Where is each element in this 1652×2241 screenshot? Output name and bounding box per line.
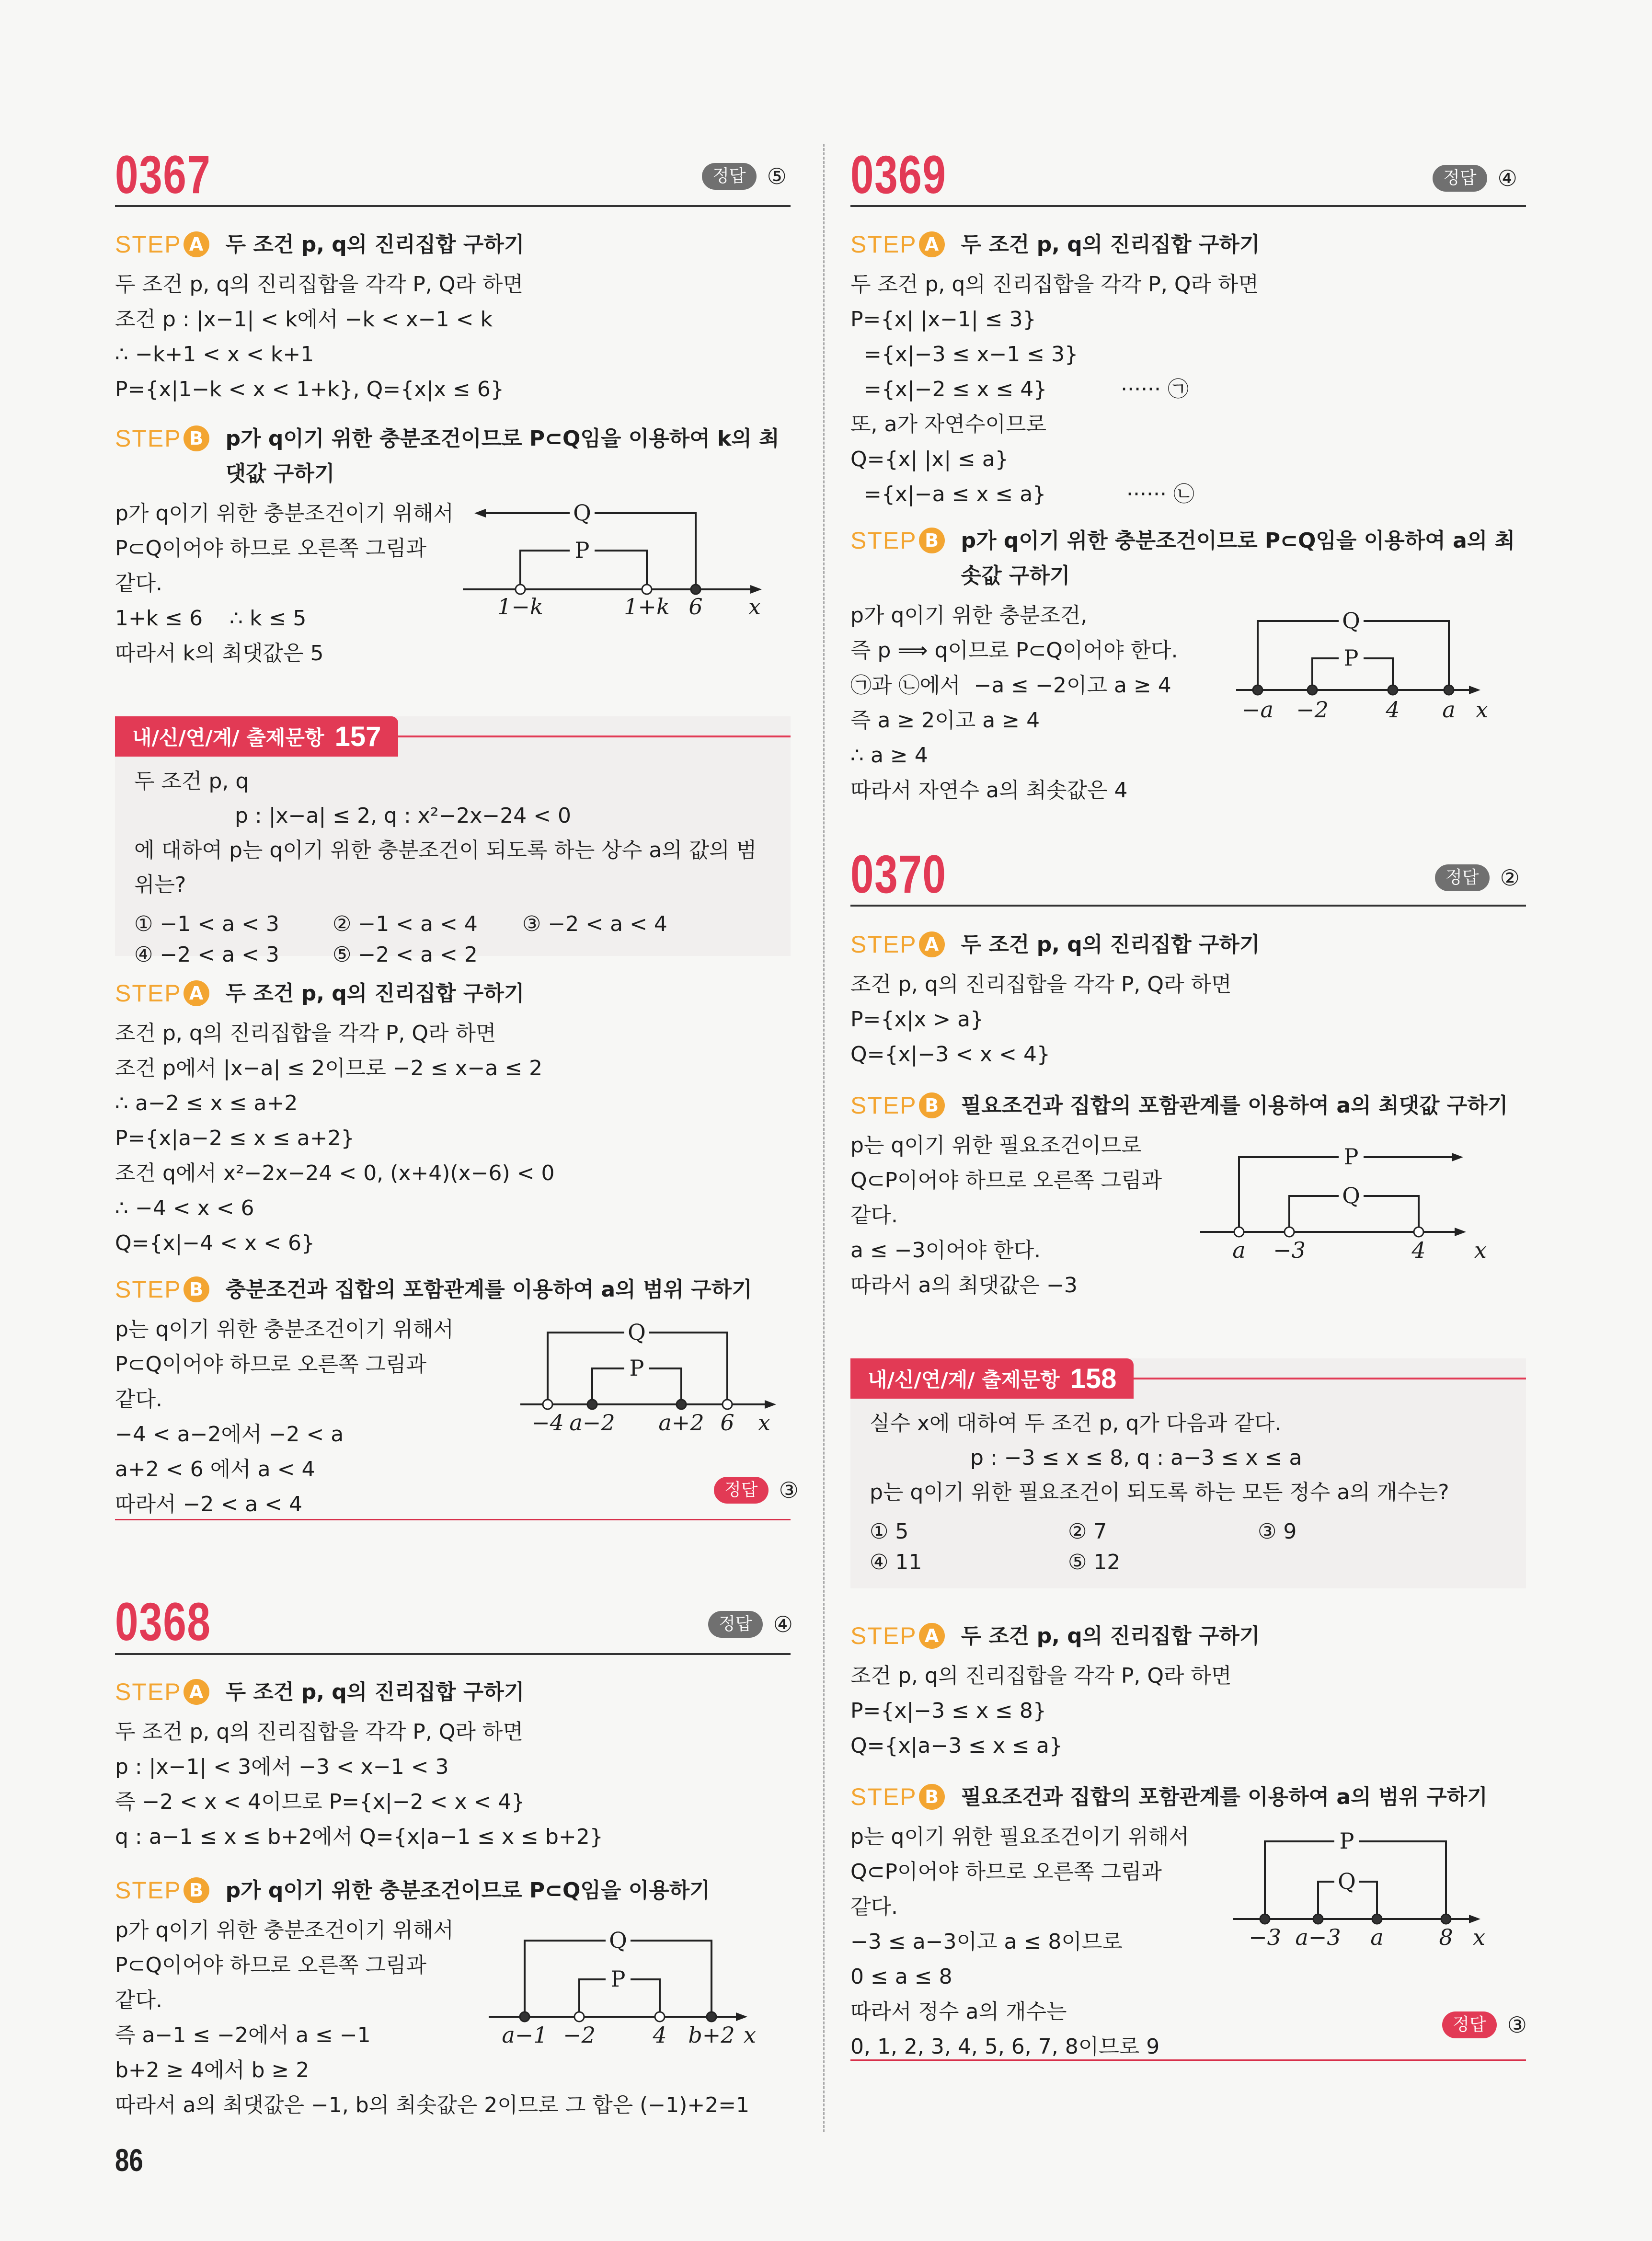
- step-title: 충분조건과 집합의 포함관계를 이용하여 a의 범위 구하기: [225, 1277, 752, 1302]
- tick-label: a: [1370, 1924, 1384, 1950]
- solution-line: p가 q이기 위한 충분조건이기 위해서: [115, 501, 454, 526]
- answer-badge: 정답: [708, 1611, 763, 1638]
- set-bracket-outer: [1364, 621, 1449, 690]
- solution-line: Q⊂P이어야 하므로 오른쪽 그림과: [850, 1860, 1162, 1884]
- closed-point: [1388, 685, 1398, 695]
- axis-label: x: [748, 594, 761, 620]
- solution-line: 1+k ≤ 6 ∴ k ≤ 5: [115, 606, 307, 631]
- solution-line: p는 q이기 위한 필요조건이기 위해서: [850, 1825, 1189, 1849]
- step-badge-icon: A: [919, 931, 945, 957]
- step-b: [115, 421, 791, 671]
- step-body: [115, 1714, 791, 1854]
- solution-line: ∴ a−2 ≤ x ≤ a+2: [115, 1091, 298, 1115]
- closed-point: [677, 1400, 686, 1409]
- open-point: [1234, 1227, 1244, 1237]
- number-line-diagram: [1229, 597, 1497, 731]
- set-bracket-inner: [1364, 658, 1393, 690]
- answer-value: ③: [1507, 2012, 1527, 2038]
- closed-point: [1313, 1914, 1323, 1924]
- header-rule: [850, 205, 1526, 207]
- set-label-outer: Q: [1342, 608, 1360, 633]
- solution-line: Q={x|a−3 ≤ x ≤ a}: [850, 1734, 1063, 1758]
- set-label-inner: P: [610, 1966, 626, 1992]
- closed-point: [1444, 685, 1454, 695]
- answer-value: ②: [1500, 865, 1520, 891]
- step-title: 두 조건 p, q의 진리집합 구하기: [961, 232, 1260, 257]
- set-bracket-outer: [1265, 1841, 1334, 1919]
- answer-badge: 정답: [702, 163, 757, 190]
- solution-line: 즉 a ≥ 2이고 a ≥ 4: [850, 708, 1040, 733]
- step-label: STEP: [115, 231, 182, 258]
- solution-line: 두 조건 p, q의 진리집합을 각각 P, Q라 하면: [850, 272, 1259, 297]
- set-bracket-outer: [1359, 1841, 1446, 1919]
- set-bracket-inner: [592, 1368, 624, 1404]
- step-badge-icon: A: [184, 1679, 209, 1705]
- solution-line: p가 q이기 위한 충분조건,: [850, 603, 1088, 628]
- solution-line: 같다.: [115, 1988, 162, 2012]
- step-heading: [850, 927, 1526, 962]
- set-label-outer: Q: [609, 1927, 627, 1953]
- tick-label: 4: [1386, 697, 1400, 723]
- arrow-head-icon: [1455, 1228, 1466, 1236]
- solution-line: a+2 < 6 에서 a < 4: [115, 1457, 315, 1482]
- closed-point: [1260, 1914, 1270, 1924]
- set-bracket-inner: [1359, 1882, 1377, 1919]
- solution-line: P={x|1−k < x < 1+k}, Q={x|x ≤ 6}: [115, 377, 504, 402]
- set-label-outer: P: [1343, 1144, 1359, 1170]
- tick-label: 8: [1439, 1924, 1453, 1950]
- solution-line: b+2 ≥ 4에서 b ≥ 2: [115, 2058, 310, 2082]
- problem-number: 0368: [115, 1592, 211, 1652]
- set-bracket-inner: [1312, 658, 1339, 690]
- step-b: [115, 1873, 791, 2123]
- step-label: STEP: [115, 1678, 182, 1705]
- problem-intro: 실수 x에 대하여 두 조건 p, q가 다음과 같다.: [870, 1411, 1282, 1436]
- solution-line: P⊂Q이어야 하므로 오른쪽 그림과: [115, 1352, 427, 1377]
- open-point: [574, 2012, 584, 2022]
- step-title: p가 q이기 위한 충분조건이므로 P⊂Q임을 이용하기: [225, 1878, 710, 1903]
- step-title: 두 조건 p, q의 진리집합 구하기: [961, 932, 1260, 957]
- solution-line: 같다.: [115, 571, 162, 596]
- step-b: [850, 1088, 1526, 1303]
- solution-line: Q={x|−4 < x < 6}: [115, 1231, 315, 1255]
- closed-point: [1308, 685, 1317, 695]
- header-rule: [850, 905, 1526, 907]
- solution-line: P={x|a−2 ≤ x ≤ a+2}: [115, 1126, 355, 1150]
- problem-intro: 두 조건 p, q: [134, 769, 249, 793]
- set-label-inner: Q: [1338, 1868, 1356, 1894]
- answer-value: ④: [773, 1611, 793, 1637]
- set-bracket-inner: [1364, 1196, 1419, 1232]
- solution-line: ∴ −4 < x < 6: [115, 1196, 254, 1220]
- solution-line: 따라서 정수 a의 개수는: [850, 2000, 1067, 2024]
- solution-line: 같다.: [850, 1203, 898, 1228]
- answer-choices: [870, 1517, 1512, 1578]
- step-label: STEP: [850, 1092, 917, 1119]
- header-rule: [115, 1653, 791, 1655]
- step-body: [850, 267, 1526, 512]
- step-badge-icon: A: [919, 1623, 945, 1649]
- set-bracket-inner: [579, 1979, 606, 2017]
- tick-label: b+2: [688, 2022, 735, 2048]
- solution-line: 따라서 −2 < a < 4: [115, 1492, 302, 1517]
- closed-point: [1253, 685, 1262, 695]
- number-line-diagram: [460, 489, 776, 628]
- step-heading: [850, 1619, 1526, 1654]
- tick-label: −a: [1242, 697, 1273, 723]
- open-point: [642, 585, 652, 594]
- choice-option: ① 5: [870, 1519, 909, 1544]
- column-divider: [823, 144, 825, 2132]
- solution-line: P={x| |x−1| ≤ 3}: [850, 307, 1036, 332]
- answer-value: ⑤: [767, 163, 787, 189]
- answer-badge: 정답: [714, 1477, 769, 1504]
- set-label-outer: Q: [573, 500, 591, 526]
- problem-condition: p : |x−a| ≤ 2, q : x²−2x−24 < 0: [235, 804, 572, 828]
- step-body: [115, 1016, 791, 1261]
- choice-option: ⑤ −2 < a < 2: [333, 942, 478, 967]
- step-badge-icon: A: [919, 231, 945, 257]
- step-heading: [115, 421, 791, 491]
- set-bracket-inner: [1289, 1196, 1339, 1232]
- solution-line: ={x|−2 ≤ x ≤ 4} ······ ㉠: [850, 377, 1189, 402]
- step-body: [115, 267, 791, 407]
- solution-line: p는 q이기 위한 필요조건이므로: [850, 1133, 1142, 1158]
- answer-choices: [134, 909, 776, 970]
- step-body: [850, 967, 1526, 1072]
- step-label: STEP: [115, 425, 182, 452]
- section-end-rule: [850, 2059, 1526, 2061]
- banner-number: 157: [334, 721, 381, 752]
- set-bracket-inner: [595, 551, 647, 589]
- set-label-inner: Q: [1342, 1183, 1360, 1208]
- solution-line: Q={x|−3 < x < 4}: [850, 1042, 1050, 1067]
- problem-question: 에 대하여 p는 q이기 위한 충분조건이 되도록 하는 상수 a의 값의 범위는?: [134, 838, 757, 897]
- open-point: [516, 585, 525, 594]
- problem-number: 0369: [850, 145, 947, 205]
- set-label-outer: Q: [628, 1319, 646, 1345]
- step-b: [850, 1780, 1526, 2064]
- choice-option: ③ 9: [1258, 1519, 1297, 1544]
- tick-label: 1−k: [497, 594, 543, 620]
- solution-line: 두 조건 p, q의 진리집합을 각각 P, Q라 하면: [115, 1720, 523, 1744]
- step-label: STEP: [115, 980, 182, 1007]
- header-rule: [115, 205, 791, 207]
- step-label: STEP: [850, 231, 917, 258]
- tick-label: 4: [653, 2022, 667, 2048]
- number-line-diagram: [1193, 1136, 1500, 1270]
- step-badge-icon: B: [919, 528, 945, 553]
- solution-line: ={x|−3 ≤ x−1 ≤ 3}: [850, 342, 1078, 367]
- step-title: 필요조건과 집합의 포함관계를 이용하여 a의 범위 구하기: [961, 1785, 1488, 1809]
- set-label-outer: P: [1339, 1828, 1354, 1854]
- step-a: [850, 1619, 1526, 1763]
- solution-line: P={x|−3 ≤ x ≤ 8}: [850, 1699, 1046, 1723]
- problem-condition: p : −3 ≤ x ≤ 8, q : a−3 ≤ x ≤ a: [970, 1446, 1302, 1470]
- problem-number: 0370: [850, 844, 947, 904]
- closed-point: [520, 2012, 529, 2022]
- solution-line: 따라서 k의 최댓값은 5: [115, 641, 324, 666]
- tick-label: a: [1442, 697, 1456, 723]
- step-title: 두 조건 p, q의 진리집합 구하기: [225, 1680, 525, 1704]
- solution-line: 따라서 a의 최댓값은 −1, b의 최솟값은 2이므로 그 합은 (−1)+2=1: [115, 2093, 750, 2117]
- step-badge-icon: B: [184, 1276, 209, 1302]
- open-point: [1285, 1227, 1294, 1237]
- step-badge-icon: B: [184, 425, 209, 451]
- tick-label: −3: [1249, 1924, 1281, 1950]
- solution-line: −4 < a−2에서 −2 < a: [115, 1422, 344, 1447]
- step-heading: [115, 976, 791, 1011]
- step-title: p가 q이기 위한 충분조건이므로 P⊂Q임을 이용하여 k의 최댓값 구하기: [225, 426, 780, 486]
- choice-option: ⑤ 12: [1068, 1550, 1121, 1574]
- set-bracket-inner: [520, 551, 570, 589]
- choice-option: ① −1 < a < 3: [134, 912, 279, 936]
- problem-body: [870, 1406, 1512, 1578]
- axis-label: x: [1473, 1924, 1485, 1950]
- tick-label: 1+k: [624, 594, 670, 620]
- arrow-head-icon: [1469, 1915, 1480, 1923]
- axis-label: x: [744, 2022, 756, 2048]
- step-badge-icon: B: [919, 1784, 945, 1810]
- set-label-inner: P: [629, 1355, 644, 1381]
- solution-line: 0 ≤ a ≤ 8: [850, 1965, 952, 1989]
- arrow-head-icon: [765, 1400, 776, 1409]
- solution-line: 조건 p, q의 진리집합을 각각 P, Q라 하면: [850, 972, 1232, 997]
- problem-body: [134, 764, 776, 970]
- axis-label: x: [1474, 1237, 1487, 1263]
- closed-point: [707, 2012, 716, 2022]
- step-a: [115, 976, 791, 1261]
- step-a: [850, 927, 1526, 1072]
- tick-label: −4: [531, 1410, 564, 1436]
- solution-line: 조건 p : |x−1| < k에서 −k < x−1 < k: [115, 307, 493, 332]
- related-problem-banner: [115, 716, 398, 757]
- open-point: [543, 1400, 552, 1409]
- set-bracket-inner: [1318, 1882, 1334, 1919]
- answer-indicator: [702, 163, 787, 190]
- set-bracket-outer: [1258, 621, 1339, 690]
- set-label-inner: P: [574, 537, 590, 563]
- step-label: STEP: [850, 931, 917, 958]
- tick-label: a+2: [658, 1410, 704, 1436]
- step-label: STEP: [850, 1783, 917, 1810]
- step-label: STEP: [115, 1877, 182, 1904]
- banner-number: 158: [1070, 1363, 1117, 1394]
- solution-line: Q={x| |x| ≤ a}: [850, 447, 1009, 471]
- closed-point: [1441, 1914, 1451, 1924]
- tick-label: a−2: [569, 1410, 615, 1436]
- step-body: [850, 1658, 1526, 1763]
- arrow-head-icon: [1469, 686, 1480, 694]
- set-bracket-inner: [631, 1979, 660, 2017]
- step-title: 필요조건과 집합의 포함관계를 이용하여 a의 최댓값 구하기: [961, 1093, 1508, 1118]
- arrow-head-icon: [474, 509, 486, 517]
- solution-line: 0, 1, 2, 3, 4, 5, 6, 7, 8이므로 9: [850, 2034, 1160, 2059]
- open-point: [1414, 1227, 1423, 1237]
- solution-line: 따라서 자연수 a의 최솟값은 4: [850, 778, 1128, 803]
- step-a: [850, 227, 1526, 512]
- answer-badge: 정답: [1433, 165, 1487, 192]
- step-badge-icon: B: [919, 1092, 945, 1118]
- step-title: 두 조건 p, q의 진리집합 구하기: [961, 1624, 1260, 1648]
- step-label: STEP: [115, 1276, 182, 1303]
- step-heading: [115, 227, 791, 262]
- tick-label: a−1: [502, 2022, 548, 2048]
- number-line-diagram: [517, 1301, 786, 1440]
- solution-line: 조건 p, q의 진리집합을 각각 P, Q라 하면: [850, 1664, 1232, 1688]
- set-label-inner: P: [1343, 645, 1359, 671]
- solution-line: ㉠과 ㉡에서 −a ≤ −2이고 a ≥ 4: [850, 673, 1171, 698]
- step-heading: [850, 523, 1526, 593]
- solution-line: ∴ a ≥ 4: [850, 743, 928, 768]
- related-problem-box: [115, 716, 791, 967]
- step-title: 두 조건 p, q의 진리집합 구하기: [225, 981, 525, 1006]
- step-heading: [115, 1873, 791, 1908]
- solution-line: 같다.: [850, 1895, 898, 1919]
- solution-line: 두 조건 p, q의 진리집합을 각각 P, Q라 하면: [115, 272, 523, 297]
- answer-indicator: [1433, 165, 1517, 192]
- arrow-head-icon: [750, 585, 762, 594]
- tick-label: −3: [1273, 1237, 1306, 1263]
- step-label: STEP: [850, 527, 917, 554]
- answer-value: ③: [779, 1477, 799, 1503]
- step-title: p가 q이기 위한 충분조건이므로 P⊂Q임을 이용하여 a의 최솟값 구하기: [961, 529, 1515, 588]
- solution-line: 또, a가 자연수이므로: [850, 412, 1046, 437]
- solution-line: P⊂Q이어야 하므로 오른쪽 그림과: [115, 1953, 427, 1977]
- step-a: [115, 227, 791, 407]
- step-a: [115, 1675, 791, 1854]
- problem-number: 0367: [115, 145, 211, 205]
- solution-line: 조건 p, q의 진리집합을 각각 P, Q라 하면: [115, 1021, 496, 1046]
- step-heading: [850, 1780, 1526, 1815]
- section-end-rule: [115, 1519, 791, 1520]
- step-badge-icon: A: [184, 231, 209, 257]
- choice-option: ② 7: [1068, 1519, 1107, 1544]
- arrow-head-icon: [736, 2012, 747, 2021]
- solution-line: Q⊂P이어야 하므로 오른쪽 그림과: [850, 1168, 1162, 1193]
- answer-indicator: [708, 1611, 793, 1638]
- tick-label: −2: [1296, 697, 1329, 723]
- step-badge-icon: A: [184, 980, 209, 1006]
- solution-line: p : |x−1| < 3에서 −3 < x−1 < 3: [115, 1755, 449, 1779]
- solution-line: P={x|x > a}: [850, 1007, 984, 1032]
- answer-indicator: [1442, 2011, 1527, 2038]
- solution-line: q : a−1 ≤ x ≤ b+2에서 Q={x|a−1 ≤ x ≤ b+2}: [115, 1825, 603, 1849]
- answer-indicator: [714, 1477, 799, 1504]
- axis-label: x: [1476, 697, 1488, 723]
- tick-label: 6: [720, 1410, 734, 1436]
- number-line-diagram: [482, 1919, 759, 2053]
- solution-line: p는 q이기 위한 충분조건이기 위해서: [115, 1317, 454, 1342]
- page-number: 86: [115, 2142, 143, 2178]
- step-badge-icon: B: [184, 1877, 209, 1903]
- set-bracket-inner: [649, 1368, 681, 1404]
- choice-option: ④ 11: [870, 1550, 922, 1574]
- answer-indicator: [1435, 864, 1520, 891]
- solution-line: P⊂Q이어야 하므로 오른쪽 그림과: [115, 536, 427, 561]
- step-heading: [850, 227, 1526, 262]
- solution-line: ∴ −k+1 < x < k+1: [115, 342, 314, 367]
- solution-line: a ≤ −3이어야 한다.: [850, 1238, 1041, 1263]
- choice-option: ② −1 < a < 4: [333, 912, 478, 936]
- answer-badge: 정답: [1435, 864, 1490, 891]
- problem-question: p는 q이기 위한 필요조건이 되도록 하는 모든 정수 a의 개수는?: [870, 1480, 1449, 1505]
- solution-line: 즉 a−1 ≤ −2에서 a ≤ −1: [115, 2023, 371, 2047]
- open-point: [723, 1400, 732, 1409]
- step-b: [115, 1272, 791, 1522]
- step-heading: [115, 1675, 791, 1710]
- closed-point: [587, 1400, 597, 1409]
- closed-point: [691, 585, 700, 594]
- solution-line: 조건 p에서 |x−a| ≤ 2이므로 −2 ≤ x−a ≤ 2: [115, 1056, 543, 1080]
- arrow-head-icon: [1452, 1153, 1463, 1161]
- solution-line: p가 q이기 위한 충분조건이기 위해서: [115, 1918, 454, 1942]
- open-point: [655, 2012, 665, 2022]
- solution-line: ={x|−a ≤ x ≤ a} ······ ㉡: [850, 482, 1194, 506]
- tick-label: 4: [1411, 1237, 1426, 1263]
- step-title: 두 조건 p, q의 진리집합 구하기: [225, 232, 525, 257]
- related-problem-banner: [850, 1358, 1134, 1399]
- tick-label: a−3: [1295, 1924, 1341, 1950]
- step-label: STEP: [850, 1622, 917, 1649]
- choice-option: ③ −2 < a < 4: [522, 912, 667, 936]
- tick-label: −2: [563, 2022, 596, 2048]
- answer-value: ④: [1497, 165, 1517, 191]
- solution-line: 즉 p ⟹ q이므로 P⊂Q이어야 한다.: [850, 638, 1178, 663]
- choice-option: ④ −2 < a < 3: [134, 942, 279, 967]
- closed-point: [1372, 1914, 1382, 1924]
- number-line-diagram: [1229, 1828, 1497, 1962]
- banner-tag: 내/신/연/계/ 출제문항: [132, 726, 324, 749]
- banner-tag: 내/신/연/계/ 출제문항: [868, 1368, 1060, 1391]
- tick-label: a: [1232, 1237, 1246, 1263]
- tick-label: 6: [688, 594, 703, 620]
- step-b: [850, 523, 1526, 808]
- related-problem-box: [850, 1358, 1526, 1588]
- solution-line: −3 ≤ a−3이고 a ≤ 8이므로: [850, 1930, 1123, 1954]
- solution-line: 즉 −2 < x < 4이므로 P={x|−2 < x < 4}: [115, 1790, 525, 1814]
- axis-label: x: [758, 1410, 770, 1436]
- step-heading: [850, 1088, 1526, 1123]
- solution-line: 같다.: [115, 1387, 162, 1412]
- answer-badge: 정답: [1442, 2011, 1497, 2038]
- solution-line: 따라서 a의 최댓값은 −3: [850, 1273, 1078, 1298]
- solution-line: 조건 q에서 x²−2x−24 < 0, (x+4)(x−6) < 0: [115, 1161, 555, 1185]
